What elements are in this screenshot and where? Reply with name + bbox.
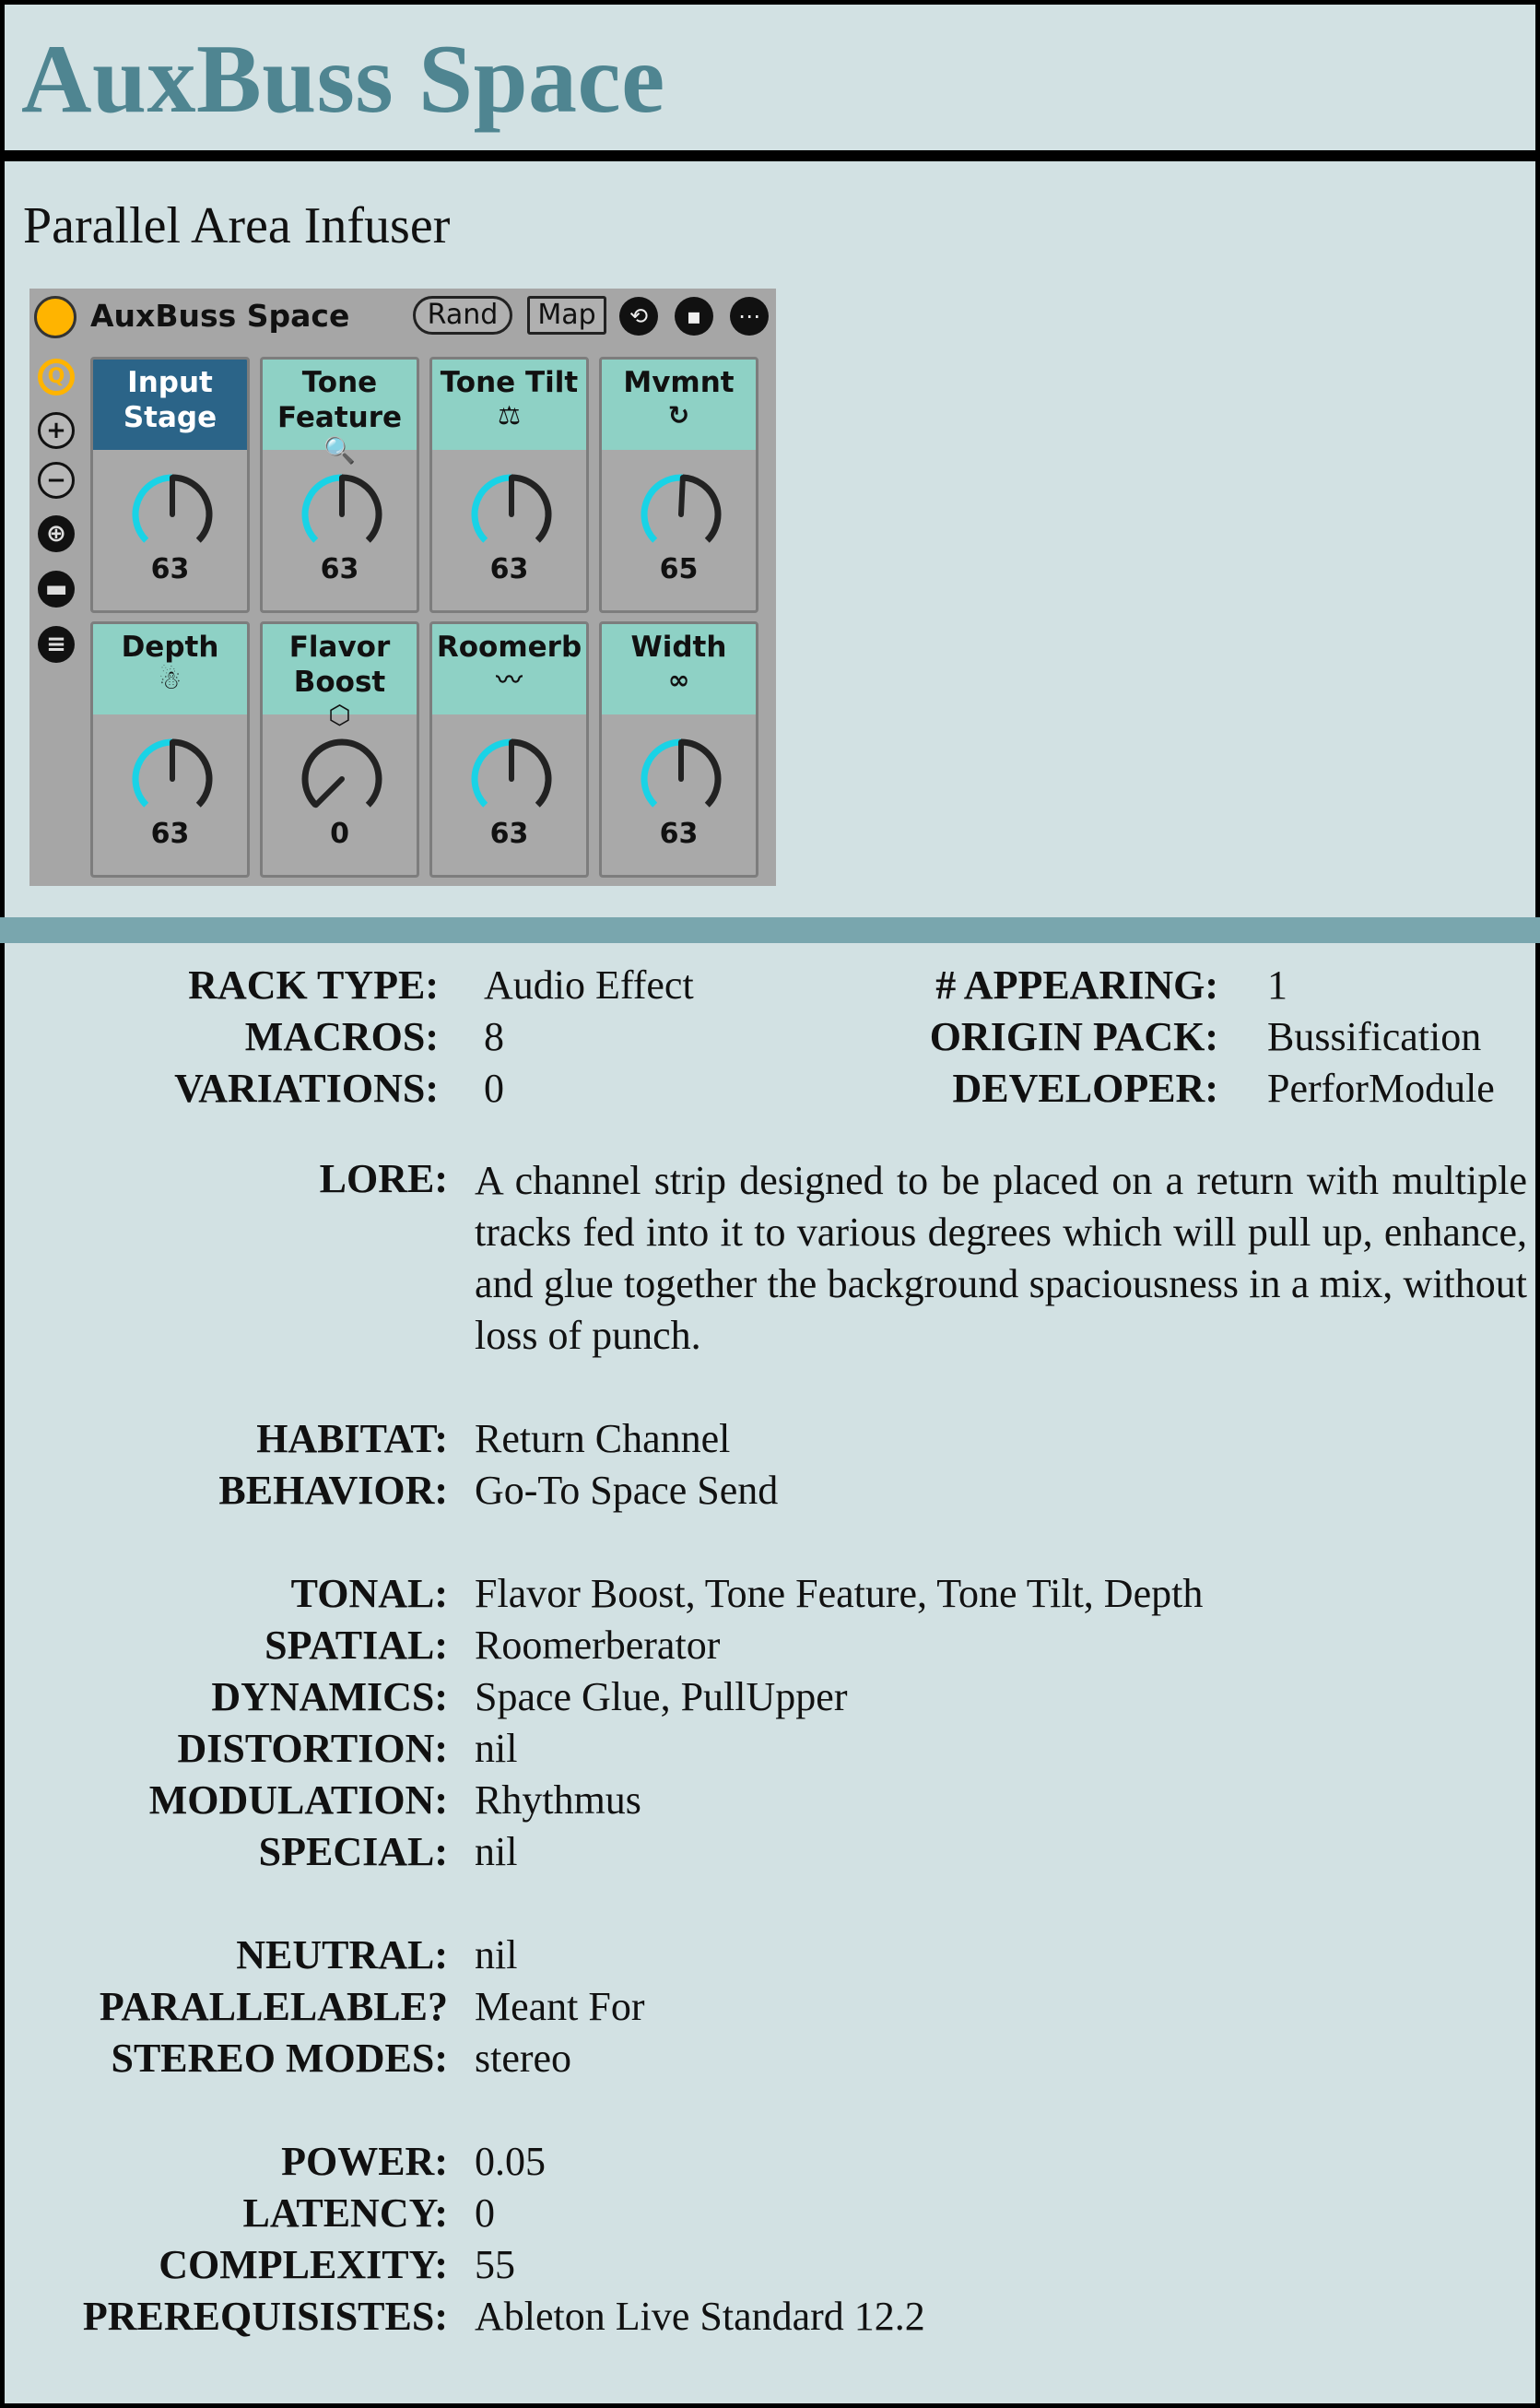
device-power-toggle[interactable] (34, 296, 76, 338)
macro-value: 63 (150, 553, 190, 585)
neutral-value: nil (475, 1932, 518, 1977)
list-icon[interactable]: ≡ (38, 626, 75, 663)
lore-text: A channel strip designed to be placed on a return with multiple tracks fed into it to various degrees which will pull up, enhance, and glue together the background spaciousness in a mix, without loss of punch. (475, 1158, 1527, 1358)
variations-value: 0 (484, 1066, 504, 1111)
knob-fill (475, 478, 511, 540)
tonal-value: Flavor Boost, Tone Feature, Tone Tilt, Depth (475, 1571, 1204, 1616)
macro-knob-4[interactable] (599, 357, 758, 613)
device-header (29, 289, 776, 340)
macro-value: 63 (320, 553, 359, 585)
complexity-value: 55 (475, 2242, 515, 2287)
complexity-label: COMPLEXITY: (159, 2242, 448, 2287)
spatial-value: Roomerberator (475, 1623, 721, 1668)
prerequisites-value: Ableton Live Standard 12.2 (475, 2294, 925, 2339)
macro-label[interactable] (263, 624, 417, 730)
knob-dial[interactable] (465, 468, 558, 561)
distortion-value: nil (475, 1726, 518, 1771)
knob-track (681, 742, 718, 805)
rack-type-value: Audio Effect (484, 962, 694, 1008)
knob-track (511, 478, 548, 540)
knob-fill (135, 478, 172, 540)
knob-dial[interactable] (465, 733, 558, 825)
macro-value: 63 (489, 818, 529, 850)
macro-knob-8[interactable] (599, 621, 758, 878)
knob-track (172, 478, 209, 540)
save-icon[interactable]: ▪ (675, 297, 713, 336)
knob-dial[interactable] (126, 468, 218, 561)
minus-icon[interactable]: − (38, 462, 75, 499)
variations-label: VARIATIONS: (174, 1066, 439, 1111)
knob-needle (681, 478, 683, 514)
appearing-label: # APPEARING: (935, 962, 1218, 1008)
add-variation-icon[interactable]: ⊕ (38, 515, 75, 552)
macro-label-text: Tone Tilt (440, 366, 579, 399)
macro-value: 63 (659, 818, 699, 850)
knob-fill (644, 742, 681, 805)
macro-value: 63 (150, 818, 190, 850)
distortion-label: DISTORTION: (177, 1726, 448, 1771)
knob-fill (135, 742, 172, 805)
macro-label-text: Flavor Boost (288, 631, 391, 699)
more-icon[interactable]: ⋯ (730, 297, 769, 336)
prerequisites-label: PREREQUISISTES: (82, 2294, 448, 2339)
developer-label: DEVELOPER: (952, 1066, 1218, 1111)
macro-label[interactable] (263, 360, 417, 466)
parallelable-label: PARALLELABLE? (99, 1984, 448, 2029)
macro-label[interactable] (432, 360, 586, 450)
macro-value: 0 (330, 818, 349, 850)
macro-glyph-icon: 🔍 (323, 435, 356, 466)
rand-button[interactable]: Rand (413, 296, 512, 335)
stereo-modes-label: STEREO MODES: (111, 2036, 448, 2081)
macros-label: MACROS: (244, 1014, 439, 1059)
macro-label[interactable] (93, 360, 247, 450)
spatial-label: SPATIAL: (265, 1623, 448, 1668)
latency-label: LATENCY: (242, 2190, 448, 2236)
knob-dial[interactable] (635, 468, 727, 561)
knob-fill (475, 742, 511, 805)
origin-pack-value: Bussification (1267, 1014, 1482, 1059)
habitat-value: Return Channel (475, 1416, 731, 1461)
modulation-label: MODULATION: (148, 1777, 448, 1823)
macro-knob-5[interactable] (90, 621, 250, 878)
behavior-value: Go-To Space Send (475, 1468, 779, 1513)
macro-glyph-icon: ∞ (667, 665, 690, 695)
macro-label-text: Input Stage (123, 366, 217, 434)
tonal-label: TONAL: (290, 1571, 448, 1616)
special-value: nil (475, 1829, 518, 1874)
knob-dial[interactable] (126, 733, 218, 825)
stereo-modes-value: stereo (475, 2036, 572, 2081)
knob-track (305, 742, 379, 805)
plus-icon[interactable]: + (38, 412, 75, 449)
neutral-label: NEUTRAL: (236, 1932, 448, 1977)
page-title: AuxBuss Space (21, 25, 665, 133)
macro-label-text: Depth (121, 631, 219, 664)
power-label: POWER: (281, 2139, 448, 2184)
macro-value: 65 (659, 553, 699, 585)
macro-label-text: Width (630, 631, 727, 664)
modulation-value: Rhythmus (475, 1777, 641, 1823)
chain-icon[interactable]: Q (38, 359, 75, 395)
macro-glyph-icon: 〰 (496, 665, 523, 695)
map-button[interactable]: Map (527, 296, 606, 335)
macro-value: 63 (489, 553, 529, 585)
habitat-label: HABITAT: (256, 1416, 448, 1461)
lore-label: LORE: (319, 1156, 448, 1201)
macro-glyph-icon: ⚖ (497, 400, 522, 431)
macro-knob-1[interactable] (90, 357, 250, 613)
parallelable-value: Meant For (475, 1984, 645, 2029)
latency-value: 0 (475, 2190, 495, 2236)
knob-dial[interactable] (296, 733, 388, 825)
macro-label-text: Tone Feature (276, 366, 403, 434)
macro-label[interactable] (602, 360, 756, 450)
knob-fill (644, 478, 683, 540)
macro-label-text: Roomerb (436, 631, 582, 664)
developer-value: PerforModule (1267, 1066, 1495, 1111)
title-bar (5, 5, 1535, 161)
macro-glyph-icon: ☃ (158, 665, 182, 695)
macro-label[interactable] (432, 624, 586, 714)
knob-needle (316, 779, 342, 805)
rack-type-label: RACK TYPE: (188, 962, 439, 1008)
macro-label[interactable] (93, 624, 247, 714)
appearing-value: 1 (1267, 962, 1287, 1008)
rack-device (29, 289, 776, 886)
knob-track (342, 478, 379, 540)
behavior-label: BEHAVIOR: (218, 1468, 448, 1513)
macro-knob-3[interactable] (429, 357, 589, 613)
macro-knob-7[interactable] (429, 621, 589, 878)
page-subtitle: Parallel Area Infuser (23, 197, 451, 254)
section-divider (0, 917, 1540, 943)
special-label: SPECIAL: (258, 1829, 448, 1874)
refresh-icon[interactable]: ⟲ (619, 297, 658, 336)
dynamics-value: Space Glue, PullUpper (475, 1674, 848, 1719)
knob-track (683, 478, 718, 540)
macro-label-text: Mvmnt (623, 366, 735, 399)
macro-knob-6[interactable] (260, 621, 419, 878)
origin-pack-label: ORIGIN PACK: (929, 1014, 1218, 1059)
macros-value: 8 (484, 1014, 504, 1059)
knob-dial[interactable] (296, 468, 388, 561)
knob-dial[interactable] (635, 733, 727, 825)
dynamics-label: DYNAMICS: (211, 1674, 448, 1719)
macro-knob-2[interactable] (260, 357, 419, 613)
macro-glyph-icon: ⬡ (328, 700, 351, 730)
knob-track (511, 742, 548, 805)
device-name: AuxBuss Space (90, 298, 350, 334)
power-value: 0.05 (475, 2139, 546, 2184)
knob-fill (305, 478, 342, 540)
knob-track (172, 742, 209, 805)
macro-glyph-icon: ↻ (667, 400, 690, 431)
macro-label[interactable] (602, 624, 756, 714)
remove-variation-icon[interactable]: ▬ (38, 571, 75, 608)
